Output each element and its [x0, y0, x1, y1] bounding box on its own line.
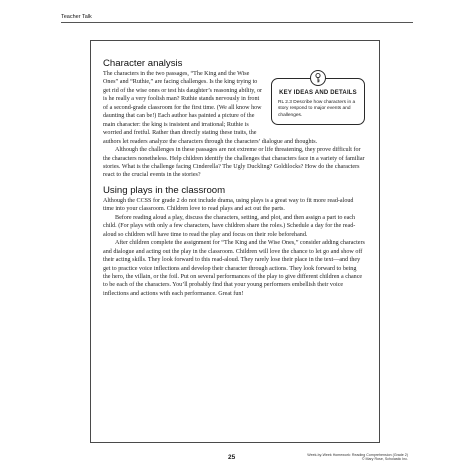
credit-line-copyright: © Mary Rose, Scholastic Inc.: [361, 457, 408, 462]
key-box-standard: RL 2.3 Describe how characters in a story respond to major events and challenges.: [278, 100, 356, 118]
key-box-title: KEY IDEAS AND DETAILS: [279, 90, 357, 96]
page-number: 25: [228, 454, 236, 461]
paragraph: Although the CCSS for grade 2 do not include drama, using plays is a great way to fit more read-aloud time into your classroom. Children love to read plays and act out the parts.: [103, 197, 354, 213]
credit-line-title: Week-by-Week Homework: Reading Comprehension (Grade 2): [307, 453, 408, 457]
paragraph: After children complete the assignment for “The King and the Wise Ones,” consider adding characters and dialogue and acting out the play in the classroom. Children will love the chance to let go and show off their acting skills. They look forward to this read-aloud. They rarely lose their place in the text—and they get to practice voice inflections and develop their character through actions. They look forward to being the hero, the villain, or the foil. Put on several performances of the play to give different children a chance to be each of the characters. You’ll probably find that your young performers embellish their voice inflections and actions with each performance. Great fun!: [103, 240, 365, 297]
section-label: Teacher Talk: [61, 14, 92, 20]
footer-credit: [307, 453, 408, 462]
key-icon: [310, 70, 326, 86]
paragraph: Before reading aloud a play, discuss the characters, setting, and plot, and then assign a part to each child. (For plays with only a few characters, have children share the roles.) Schedule a day for the read-aloud so children will have time to read the play and focus on their role beforehand.: [103, 214, 356, 238]
section-heading-using-plays: Using plays in the classroom: [103, 184, 226, 196]
header-rule: [61, 22, 413, 23]
paragraph: Although the challenges in these passages are not extreme or life threatening, they prove difficult for the characters nonetheless. Help children identify the challenges that characters face in a variety of familiar stories. What is the challenge facing Cinderella? The Ugly Duckling? Goldilocks? How do the characters react to the crucial events in the stories?: [103, 147, 365, 179]
section-heading-character-analysis: Character analysis: [103, 58, 183, 69]
paragraph: The characters in the two passages, “The King and the Wise Ones” and “Ruthie,” are facing challenges. Is the king trying to get rid of the wise ones or test his daughter’s reasoning ability, or is he really a very foolish man? Ruthie stands nervously in front of a second-grade classroom for the first time. (We all know how daunting that can be!) Each author has painted a picture of the main character: the king is insistent and irrational; Ruthie is worried and fretful. Rather than directly stating these traits, the authors let readers analyze the characters through the characters’ dialogue and thoughts.: [103, 71, 318, 145]
article-body: [103, 58, 365, 298]
key-ideas-box: [271, 78, 365, 125]
